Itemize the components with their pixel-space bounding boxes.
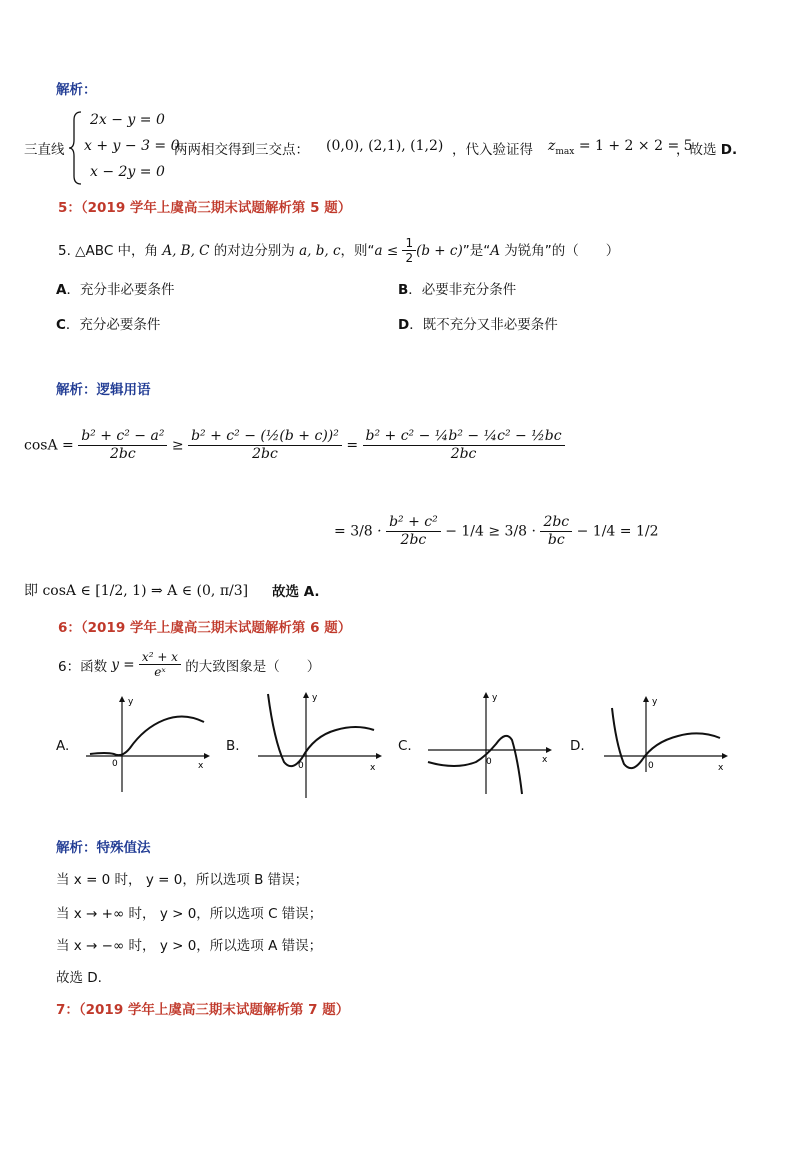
q5-option-c[interactable] — [56, 313, 160, 333]
q5-frac-den: 2 — [405, 251, 414, 266]
q6-analysis-title: 解析：特殊值法 — [56, 840, 151, 856]
graph-c-label: C. — [398, 738, 412, 754]
line2-coef: 3/8 — [350, 523, 373, 540]
option-c-text: ．充分必要条件 — [65, 317, 161, 333]
axis-x-label: x — [718, 763, 724, 773]
q5-option-d[interactable] — [398, 313, 558, 333]
axis-x-label: x — [198, 761, 204, 771]
axis-x-label: x — [542, 755, 548, 765]
option-d-text: ．既不充分又非必要条件 — [409, 317, 558, 333]
q5-stem-a-leq: a ≤ — [374, 242, 399, 259]
origin-label: 0 — [298, 761, 304, 771]
q6-header: 6：（2019 学年上虞高三期末试题解析第 6 题） — [58, 620, 352, 636]
equation-1: 2x − y = 0 — [90, 112, 165, 128]
frac3-den: 2bc — [450, 445, 477, 462]
option-c-label: C — [56, 317, 66, 333]
q5-stem-c: 的对边分别为 — [209, 242, 295, 259]
q5-stem-bc: (b + c) — [416, 242, 463, 259]
q6-stem-a: 6：函数 — [58, 658, 108, 675]
cos-label: cosA = — [24, 437, 74, 454]
graph-b[interactable] — [256, 690, 382, 800]
q5-stem-a: 5. △ABC 中，角 — [58, 242, 159, 259]
q5-stem-h: ”是“ — [462, 242, 491, 259]
q6-line-1: 当 x = 0 时， y = 0，所以选项 B 错误； — [56, 872, 309, 888]
choose-text: ，故选 — [676, 142, 721, 158]
frac3-num: b² + c² − ¼b² − ¼c² − ½bc — [363, 428, 565, 446]
intersection-points: (0,0), (2,1), (1,2) — [326, 138, 444, 154]
line2-mid: − 1/4 ≥ 3/8 · — [445, 523, 536, 540]
graph-b-label: B. — [226, 738, 240, 754]
axis-y-label: y — [128, 697, 134, 707]
verify-text: ，代入验证得 — [452, 142, 533, 158]
origin-label: 0 — [486, 757, 492, 767]
line2-tail: − 1/4 = 1/2 — [576, 523, 659, 540]
q5-header: 5：（2019 学年上虞高三期末试题解析第 5 题） — [58, 200, 352, 216]
line2-eq: = — [334, 523, 346, 540]
equation-3: x − 2y = 0 — [90, 164, 165, 180]
three-lines-prefix: 三直线 — [24, 142, 65, 158]
q6-func-y: y = — [111, 656, 135, 673]
q6-func-den: eˣ — [154, 665, 166, 680]
q5-stem — [58, 236, 619, 266]
z-subscript: max — [555, 146, 575, 157]
q5-stem-e: ，则“ — [340, 242, 375, 259]
eq-sign: = — [346, 437, 359, 454]
q6-line-2: 当 x → +∞ 时， y > 0，所以选项 C 错误； — [56, 906, 323, 922]
q6-line-4: 故选 D. — [56, 970, 102, 986]
graph-a-label: A. — [56, 738, 70, 754]
option-b-label: B — [398, 282, 409, 298]
q5-option-b[interactable] — [398, 278, 516, 298]
q6-stem — [58, 650, 320, 680]
equation-2: x + y − 3 = 0 — [84, 138, 180, 154]
z-expression: = 1 + 2 × 2 = 5 — [574, 138, 693, 154]
axis-y-label: y — [312, 693, 318, 703]
q5-stem-angles: A, B, C — [162, 242, 210, 259]
q6-func-num: x² + x — [139, 650, 181, 665]
q7-header: 7：（2019 学年上虞高三期末试题解析第 7 题） — [56, 1002, 350, 1018]
option-a-text: ．充分非必要条件 — [66, 282, 175, 298]
answer-d: D. — [720, 142, 738, 158]
geq-sign: ≥ — [171, 437, 184, 454]
frac1-num: b² + c² − a² — [78, 428, 167, 446]
z-symbol: z — [548, 138, 556, 154]
frac2-num-b: (b + c) — [279, 428, 328, 444]
frac2-num-a: b² + c² − — [191, 428, 256, 444]
graph-d[interactable] — [602, 694, 728, 774]
axis-x-label: x — [370, 763, 376, 773]
intersection-text: 两两相交得到三交点： — [174, 142, 309, 158]
line2-den: 2bc — [400, 531, 427, 548]
origin-label: 0 — [648, 761, 654, 771]
line2-den2: bc — [547, 531, 565, 548]
q6-line-3: 当 x → −∞ 时， y > 0，所以选项 A 错误； — [56, 938, 323, 954]
q5-stem-sides: a, b, c — [299, 242, 341, 259]
line2-num: b² + c² — [386, 514, 441, 532]
axis-y-label: y — [492, 693, 498, 703]
graph-d-label: D. — [570, 738, 585, 754]
axis-y-label: y — [652, 697, 658, 707]
q5-stem-tail: 为锐角”的（ ） — [500, 242, 620, 259]
q6-stem-b: 的大致图象是（ ） — [185, 658, 321, 675]
frac1-den: 2bc — [109, 445, 136, 462]
q5-conclusion: 即 cosA ∈ [1/2, 1) ⇒ A ∈ (0, π/3] — [24, 583, 249, 599]
q5-frac-num: 1 — [402, 236, 416, 251]
option-a-label: A — [56, 282, 67, 298]
q5-answer: 故选 A. — [272, 584, 320, 600]
q5-analysis-title: 解析：逻辑用语 — [56, 382, 151, 398]
frac2-den: 2bc — [252, 445, 278, 462]
q5-stem-angle-a: A — [490, 242, 500, 259]
origin-label: 0 — [112, 759, 118, 769]
analysis-heading-1: 解析： — [56, 82, 97, 98]
line2-num2: 2bc — [540, 514, 572, 532]
graph-a[interactable] — [84, 694, 210, 794]
q5-option-a[interactable] — [56, 278, 174, 298]
graph-c[interactable] — [426, 690, 552, 796]
system-brace — [68, 110, 84, 186]
option-b-text: ．必要非充分条件 — [408, 282, 517, 298]
q5-cos-formula: cosA = $\frac{\text{b² + c² − a²}}{2bc}$ ≥ $\frac{\text{b² + c² − (½(b + c))²}}{2bc}$ = $\frac{\text{b² + c² − ¼b² − ¼c² − ½bc}}{2bc}$ — [24, 428, 565, 463]
option-d-label: D — [398, 317, 410, 333]
q5-second-line: = 3/8 · $\frac{\text{b² + c²}}{2bc}$ − 1/4 ≥ 3/8 · $\frac{2bc}{bc}$ − 1/4 = 1/2 — [334, 514, 659, 548]
